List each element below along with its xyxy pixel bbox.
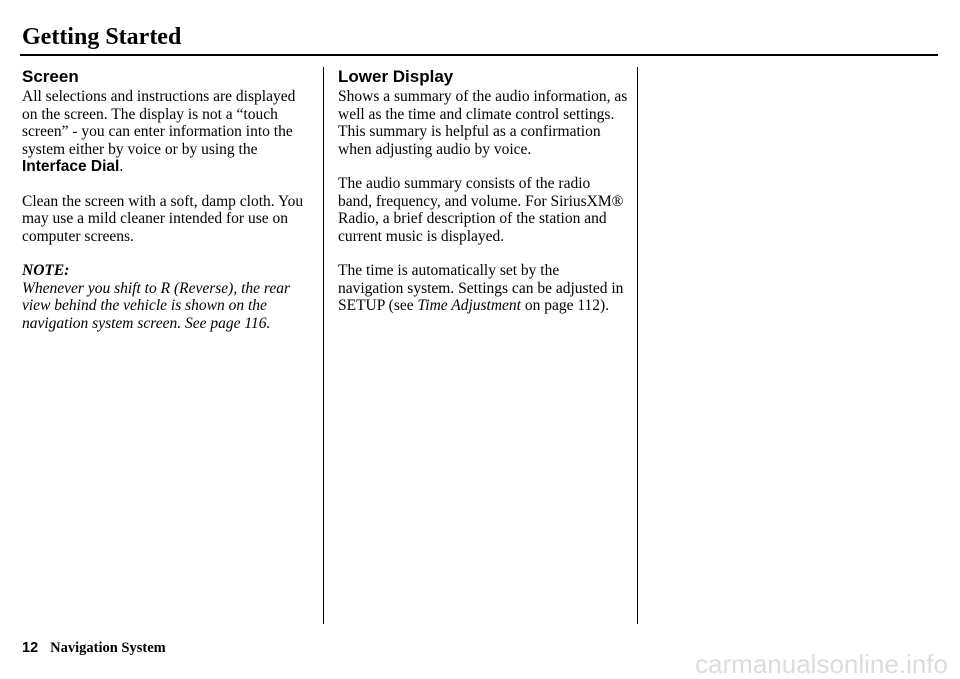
interface-dial-term: Interface Dial <box>22 158 120 175</box>
screen-paragraph-1-end: . <box>119 158 124 175</box>
page-number: 12 <box>22 640 39 656</box>
lower-display-paragraph-2: The audio summary consists of the radio band, frequency, and volume. For SiriusXM® Radio, a brief description of the station and current music is displayed. <box>338 175 624 245</box>
column-screen <box>22 66 314 332</box>
column-divider-right <box>637 67 638 624</box>
page-title: Getting Started <box>22 24 182 50</box>
title-rule <box>20 54 938 56</box>
screen-paragraph-1-text: All selections and instructions are displayed on the screen. The display is not a “touch screen” - you can enter information into the system either by voice or by using the <box>22 88 296 158</box>
section-heading-lower-display: Lower Display <box>338 67 454 86</box>
time-adjustment-ref: Time Adjustment <box>417 297 521 314</box>
lower-display-paragraph-1: Shows a summary of the audio information, as well as the time and climate control settings. This summary is helpful as a confirmation when adjusting audio by voice. <box>338 88 628 158</box>
manual-name: Navigation System <box>50 640 166 656</box>
note-text: Whenever you shift to R (Reverse), the rear view behind the vehicle is shown on the navigation system screen. See page 116. <box>22 279 290 332</box>
note-label: NOTE: <box>22 262 70 279</box>
lower-display-paragraph-3 <box>338 262 628 315</box>
column-lower-display <box>338 66 628 332</box>
section-heading-screen: Screen <box>22 67 79 86</box>
column-divider-left <box>323 67 324 624</box>
screen-paragraph-2: Clean the screen with a soft, damp cloth. You may use a mild cleaner intended for use on computer screens. <box>22 192 304 245</box>
lower-display-paragraph-3-end: on page 112). <box>520 297 610 314</box>
screen-paragraph-1 <box>22 88 314 176</box>
lower-display-paragraph-3-text: The time is automatically set by the navigation system. Settings can be adjusted in SETUP (see <box>338 262 624 314</box>
watermark: carmanualsonline.info <box>695 649 948 679</box>
page-footer <box>22 638 166 658</box>
